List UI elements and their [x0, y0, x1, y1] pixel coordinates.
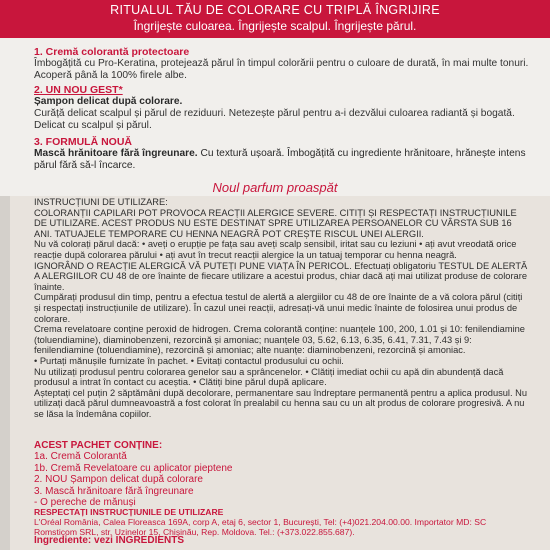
purchase-advice: Cumpărați produsul din timp, pentru a efectua testul de alertă a alergiilor cu 48 de ore înainte de a vă colora părul (citiți și respectați instrucțiunile de utilizare). În cazul unei reacții, adresați-vă unui medic înainte de folosirea unui produs de colorare.: [34, 292, 523, 324]
top-banner: [0, 0, 550, 38]
benefit-item-1: [34, 46, 534, 82]
list-item: - O pereche de mănuși: [34, 497, 136, 508]
legal-info: [34, 507, 530, 537]
banner-title: RITUALUL TĂU DE COLORARE CU TRIPLĂ ÎNGRIJIRE: [110, 3, 440, 17]
list-item: 3. Mască hrănitoare fără îngreunare: [34, 485, 194, 497]
allergy-test-warning: IGNORÂND O REACȚIE ALERGICĂ VĂ PUTEȚI PUNE VIAȚA ÎN PERICOL. Efectuați obligatoriu TESTUL DE ALERTĂ A ALERGIILOR CU 48 de ore înainte de fiecare utilizare a acestui produs, chiar dacă ați mai utilizat produse de colorare înainte.: [34, 260, 528, 292]
banner-subtitle: Îngrijește culoarea. Îngrijește scalpul. Îngrijește părul.: [133, 19, 417, 33]
legal-title: RESPECTAȚI INSTRUCȚIUNILE DE UTILIZARE: [34, 507, 224, 517]
usage-instructions: [34, 197, 530, 419]
contraindications: Nu vă colorați părul dacă: • aveți o erupție pe fața sau aveți scalp sensibil, iritat sau cu leziuni • ați avut vreodată orice reacție după colorarea părului • ați avut în trecut reacții alergice la un tatuaj temporar cu henna neagră.: [34, 239, 517, 260]
benefit-line: Mască hrănitoare fără îngreunare. Cu textură ușoară. Îmbogățită cu ingrediente hrănitoare, hrănește intens părul fără să-l încarce.: [34, 148, 526, 171]
new-fragrance-tagline: Noul parfum proaspăt: [212, 180, 338, 195]
allergy-warning: COLORANȚII CAPILARI POT PROVOCA REACȚII ALERGICE SEVERE. CITIȚI ȘI RESPECTAȚI INSTRUCȚIUNILE DE UTILIZARE. ACEST PRODUS NU ESTE DESTINAT SPRE UTILIZAREA PERSOANELOR CU VÂRSTA SUB 16 ANI. TATUAJELE TEMPORARE CU HENNA NEAGRĂ POT CREȘTE RISCUL UNEI ALERGII.: [34, 207, 517, 239]
benefit-title: Șampon delicat după colorare.: [34, 96, 183, 107]
benefit-heading: 3. FORMULĂ NOUĂ: [34, 136, 132, 148]
benefit-text: Curăță delicat scalpul și părul de reziduuri. Netezește părul pentru a-i dezvălui culoarea radiantă și bogată. Delicat cu scalpul și părul.: [34, 108, 515, 131]
eyes-advice: Nu utilizați produsul pentru colorarea genelor sau a sprâncenelor. • Clătiți imediat ochii cu apă din abundență dacă produsul a intrat în contact cu aceștia. • Clătiți bine părul după aplicare.: [34, 366, 504, 388]
waiting-advice: Așteptați cel puțin 2 săptămâni după decolorare, permanentare sau îndreptare permanentă pentru a aplica produsul. Nu utilizați dacă părul dumneavoastră a fost colorat în prealabil cu henna sau cu un alt produs de colorare progresivă. A nu se lăsa la îndemâna copiilor.: [34, 387, 528, 419]
list-item: 1b. Cremă Revelatoare cu aplicator pieptene: [34, 462, 233, 474]
package-contents: [34, 440, 530, 509]
composition: Crema revelatoare conține peroxid de hidrogen. Crema colorantă conține: nuanțele 100, 200, 1.01 și 10: fenilendiamine (toluendiamine), diaminobenzeni, rezorcină și amoniac; nuanțele 03, 5.62, 6.13, 6.35, 6.41, 7.31, 7.43 și 9: fenilendiamine (toluendiamine), rezorcină și amoniac; alte nuanțe: diaminobenzeni, rezorcină și amoniac.: [34, 324, 525, 356]
instructions-heading: INSTRUCȚIUNI DE UTILIZARE:: [34, 197, 168, 207]
list-item: 2. NOU Șampon delicat după colorare: [34, 474, 203, 485]
benefit-text: Îmbogățită cu Pro-Keratina, protejează părul în timpul colorării pentru o culoare de durată, în mai multe tonuri. Acoperă până la 100% firele albe.: [34, 58, 529, 81]
benefit-heading: 2. UN NOU GEST*: [34, 84, 123, 96]
benefit-item-3: [34, 136, 534, 172]
benefit-item-2: [34, 84, 534, 132]
ingredients-note: Ingrediente: vezi INGREDIENTS: [34, 535, 185, 546]
legal-text: L'Oréal România, Calea Floreasca 169A, corp A, etaj 6, sector 1, București, Tel: (+4)021.204.00.00. Importator MD: SC Romsticom SRL, str. Uzinelor 15, Chișinău, Rep. Moldova. Tel.: (+373.022.855.687).: [34, 517, 487, 537]
list-item: 1a. Cremă Colorantă: [34, 451, 127, 462]
benefit-heading: 1. Cremă colorantă protectoare: [34, 46, 190, 58]
package-contents-title: ACEST PACHET CONȚINE:: [34, 440, 163, 451]
gloves-advice: • Purtați mănușile furnizate în pachet. • Evitați contactul produsului cu ochii.: [34, 355, 344, 366]
